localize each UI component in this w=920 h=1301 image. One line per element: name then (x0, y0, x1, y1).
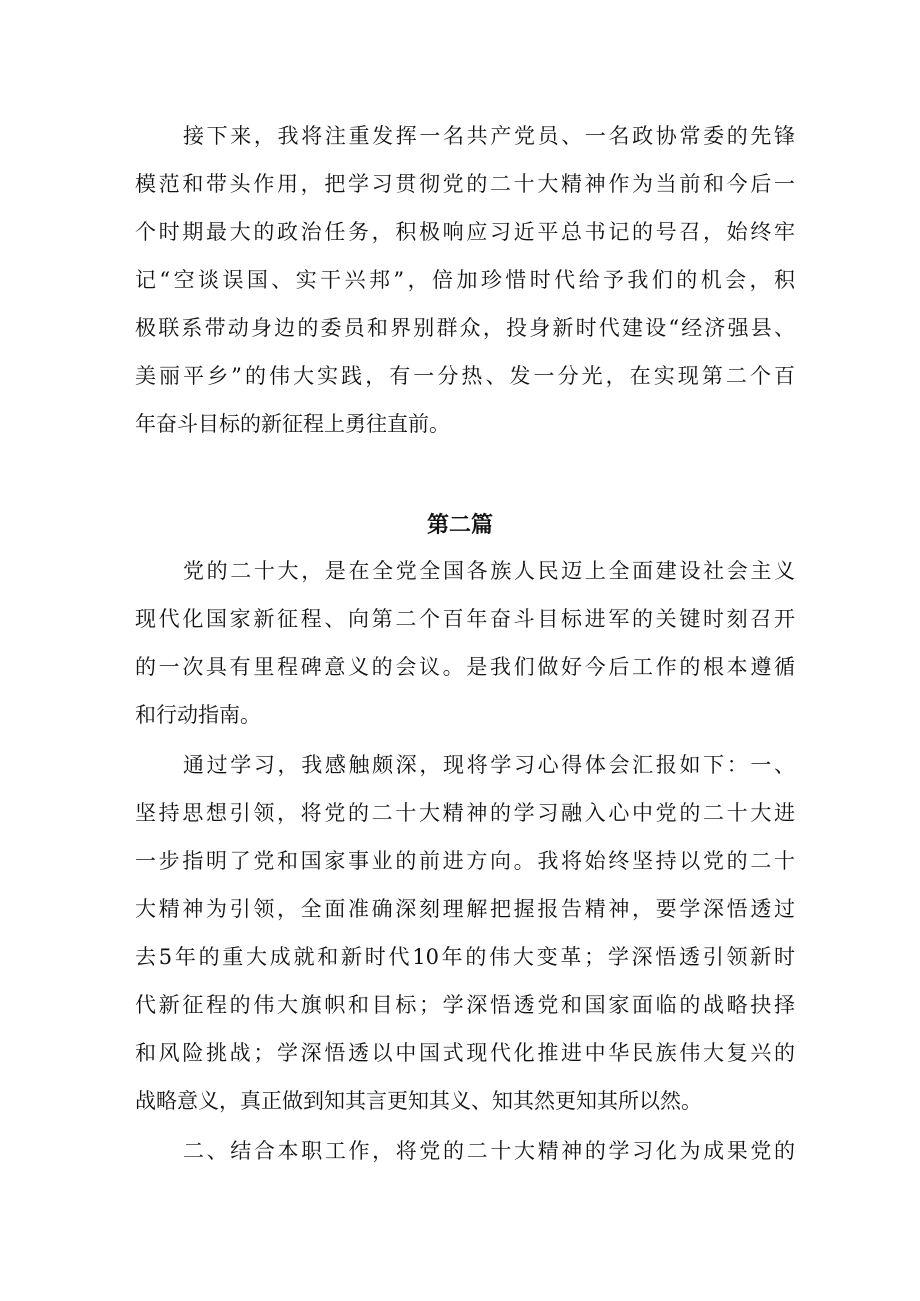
paragraph-line: 现代化国家新征程、向第二个百年奋斗目标进军的关键时刻召开 (135, 607, 795, 631)
paragraph-line: 二、结合本职工作，将党的二十大精神的学习化为成果党的 (183, 1139, 795, 1163)
paragraph-study-report (135, 750, 795, 1134)
paragraph-line: 的一次具有里程碑意义的会议。是我们做好今后工作的根本遵循 (135, 655, 795, 679)
paragraph-line: 接下来，我将注重发挥一名共产党员、一名政协常委的先锋 (183, 124, 795, 148)
paragraph-line: 和行动指南。 (135, 703, 261, 727)
paragraph-line: 极联系带动身边的委员和界别群众，投身新时代建设“经济强县、 (135, 316, 795, 340)
paragraph-intro (135, 556, 795, 748)
paragraph-line: 年奋斗目标的新征程上勇往直前。 (135, 412, 450, 436)
paragraph-line: 大精神为引领，全面准确深刻理解把握报告精神，要学深悟透过 (135, 897, 795, 921)
paragraph-line: 记“空谈误国、实干兴邦”，倍加珍惜时代给予我们的机会，积 (135, 268, 795, 292)
paragraph-line: 模范和带头作用，把学习贯彻党的二十大精神作为当前和今后一 (135, 172, 795, 196)
paragraph-line: 党的二十大，是在全党全国各族人民迈上全面建设社会主义 (183, 559, 795, 583)
paragraph-closing-commitment (135, 121, 795, 457)
paragraph-line: 通过学习，我感触颇深，现将学习心得体会汇报如下：一、 (183, 753, 795, 777)
paragraph-line: 战略意义，真正做到知其言更知其义、知其然更知其所以然。 (135, 1089, 702, 1113)
paragraph-line: 去5年的重大成就和新时代10年的伟大变革；学深悟透引领新时 (135, 945, 795, 969)
paragraph-point-two (135, 1136, 795, 1184)
paragraph-line: 和风险挑战；学深悟透以中国式现代化推进中华民族伟大复兴的 (135, 1041, 795, 1065)
paragraph-line: 个时期最大的政治任务，积极响应习近平总书记的号召，始终牢 (135, 220, 795, 244)
paragraph-line: 一步指明了党和国家事业的前进方向。我将始终坚持以党的二十 (135, 849, 795, 873)
paragraph-line: 美丽平乡”的伟大实践，有一分热、发一分光，在实现第二个百 (135, 364, 795, 388)
section-heading: 第二篇 (426, 513, 493, 538)
paragraph-line: 代新征程的伟大旗帜和目标；学深悟透党和国家面临的战略抉择 (135, 993, 795, 1017)
paragraph-line: 坚持思想引领，将党的二十大精神的学习融入心中党的二十大进 (135, 801, 795, 825)
